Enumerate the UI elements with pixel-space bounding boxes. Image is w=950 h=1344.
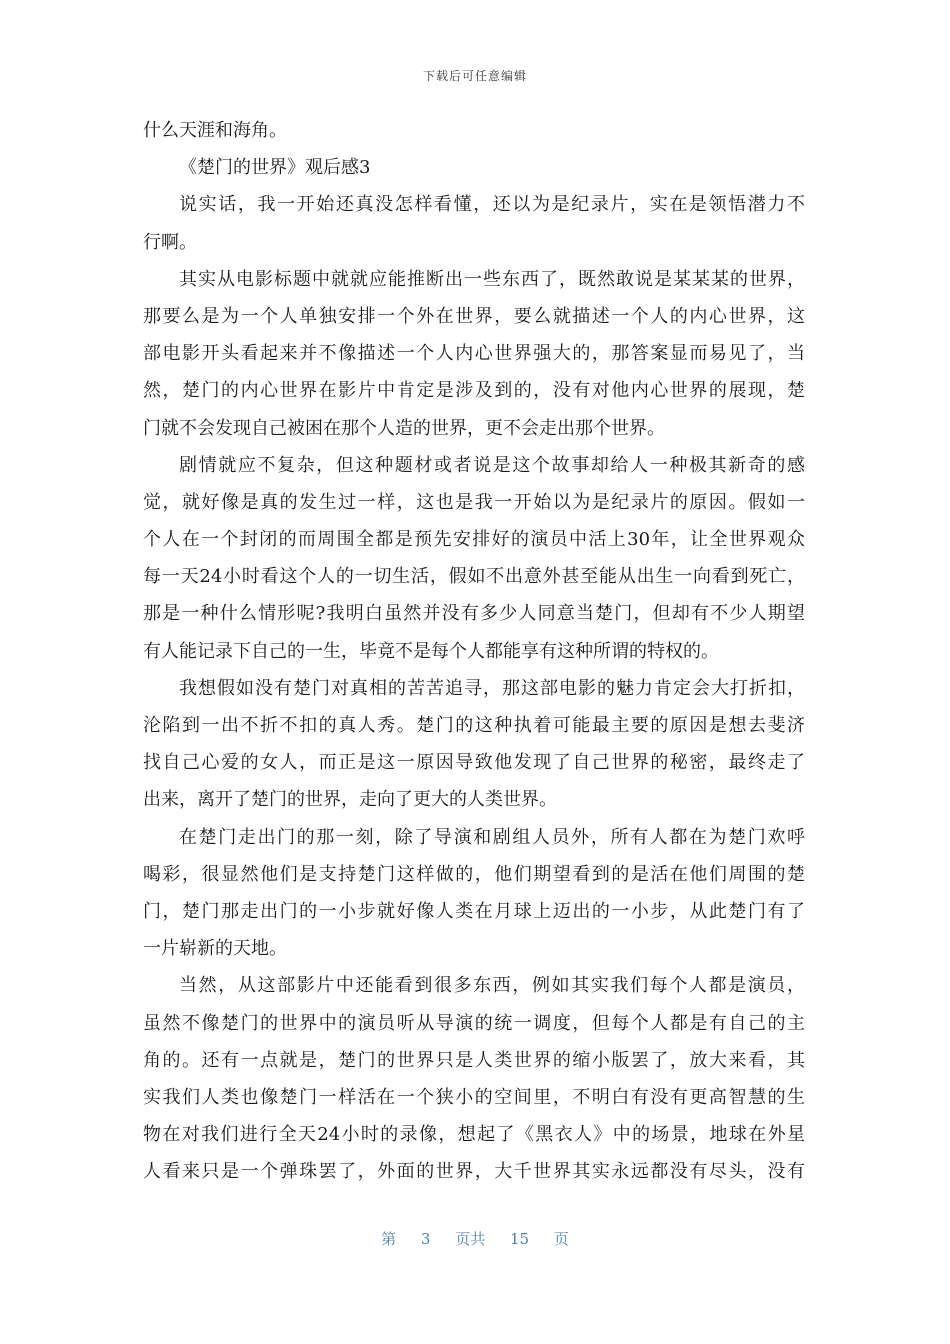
text-line: 个人在一个封闭的而周围全都是预先安排好的演员中活上30年，让全世界观众 [143,529,805,551]
text-line: 觉，就好像是真的发生过一样，这也是我一开始以为是纪录片的原因。假如一 [143,491,805,513]
text-line: 当然，从这部影片中还能看到很多东西，例如其实我们每个人都是演员， [179,975,805,997]
text-line: 在楚门走出门的那一刻，除了导演和剧组人员外，所有人都在为楚门欢呼 [179,826,805,848]
document-body [143,112,805,1190]
text-line: 《楚门的世界》观后感3 [179,157,371,179]
text-line: 部电影开头看起来并不像描述一个人内心世界强大的，那答案显而易见了，当 [143,343,805,365]
text-line: 一片崭新的天地。 [143,938,287,960]
text-line: 其实从电影标题中就就应能推断出一些东西了，既然敢说是某某某的世界， [179,268,805,290]
text-line: 那要么是为一个人单独安排一个外在世界，要么就描述一个人的内心世界，这 [143,305,805,327]
text-line: 有人能记录下自己的一生，毕竟不是每个人都能享有这种所谓的特权的。 [143,640,719,662]
text-line: 找自己心爱的女人，而正是这一原因导致他发现了自己世界的秘密，最终走了 [143,752,805,774]
text-line: 我想假如没有楚门对真相的苦苦追寻，那这部电影的魅力肯定会大打折扣， [179,677,805,699]
text-line: 人看来只是一个弹珠罢了，外面的世界，大千世界其实永远都没有尽头，没有 [143,1161,805,1183]
footer-prefix: 第 [381,1230,397,1248]
text-line: 实我们人类也像楚门一样活在一个狭小的空间里，不明白有没有更高智慧的生 [143,1086,805,1108]
text-line: 出来，离开了楚门的世界，走向了更大的人类世界。 [143,789,557,811]
text-line: 虽然不像楚门的世界中的演员听从导演的统一调度，但每个人都是有自己的主 [143,1012,805,1034]
footer-suffix: 页 [553,1230,569,1248]
footer-middle: 页共 [455,1230,486,1248]
text-line: 然，楚门的内心世界在影片中肯定是涉及到的，没有对他内心世界的展现，楚 [143,380,805,402]
page-header: 下载后可任意编辑 [422,69,527,83]
text-line: 说实话，我一开始还真没怎样看懂，还以为是纪录片，实在是领悟潜力不 [179,194,805,216]
text-line: 门，楚门那走出门的一小步就好像人类在月球上迈出的一小步，从此楚门有了 [143,900,805,922]
text-line: 什么天涯和海角。 [143,120,287,141]
total-pages-number: 15 [510,1230,530,1248]
current-page-number: 3 [420,1230,431,1248]
text-line: 那是一种什么情形呢?我明白虽然并没有多少人同意当楚门，但却有不少人期望 [143,603,805,625]
text-line: 物在对我们进行全天24小时的录像，想起了《黑衣人》中的场景，地球在外星 [143,1124,805,1146]
text-line: 每一天24小时看这个人的一切生活，假如不出意外甚至能从出生一向看到死亡， [143,566,805,588]
text-line: 沦陷到一出不折不扣的真人秀。楚门的这种执着可能最主要的原因是想去斐济 [143,715,805,736]
page-footer [0,1228,950,1249]
text-line: 剧情就应不复杂，但这种题材或者说是这个故事却给人一种极其新奇的感 [179,454,805,476]
text-line: 行啊。 [143,231,197,253]
text-line: 喝彩，很显然他们是支持楚门这样做的，他们期望看到的是活在他们周围的楚 [143,863,805,885]
text-line: 角的。还有一点就是，楚门的世界只是人类世界的缩小版罢了，放大来看，其 [143,1049,805,1071]
text-line: 门就不会发现自己被困在那个人造的世界，更不会走出那个世界。 [143,417,665,439]
